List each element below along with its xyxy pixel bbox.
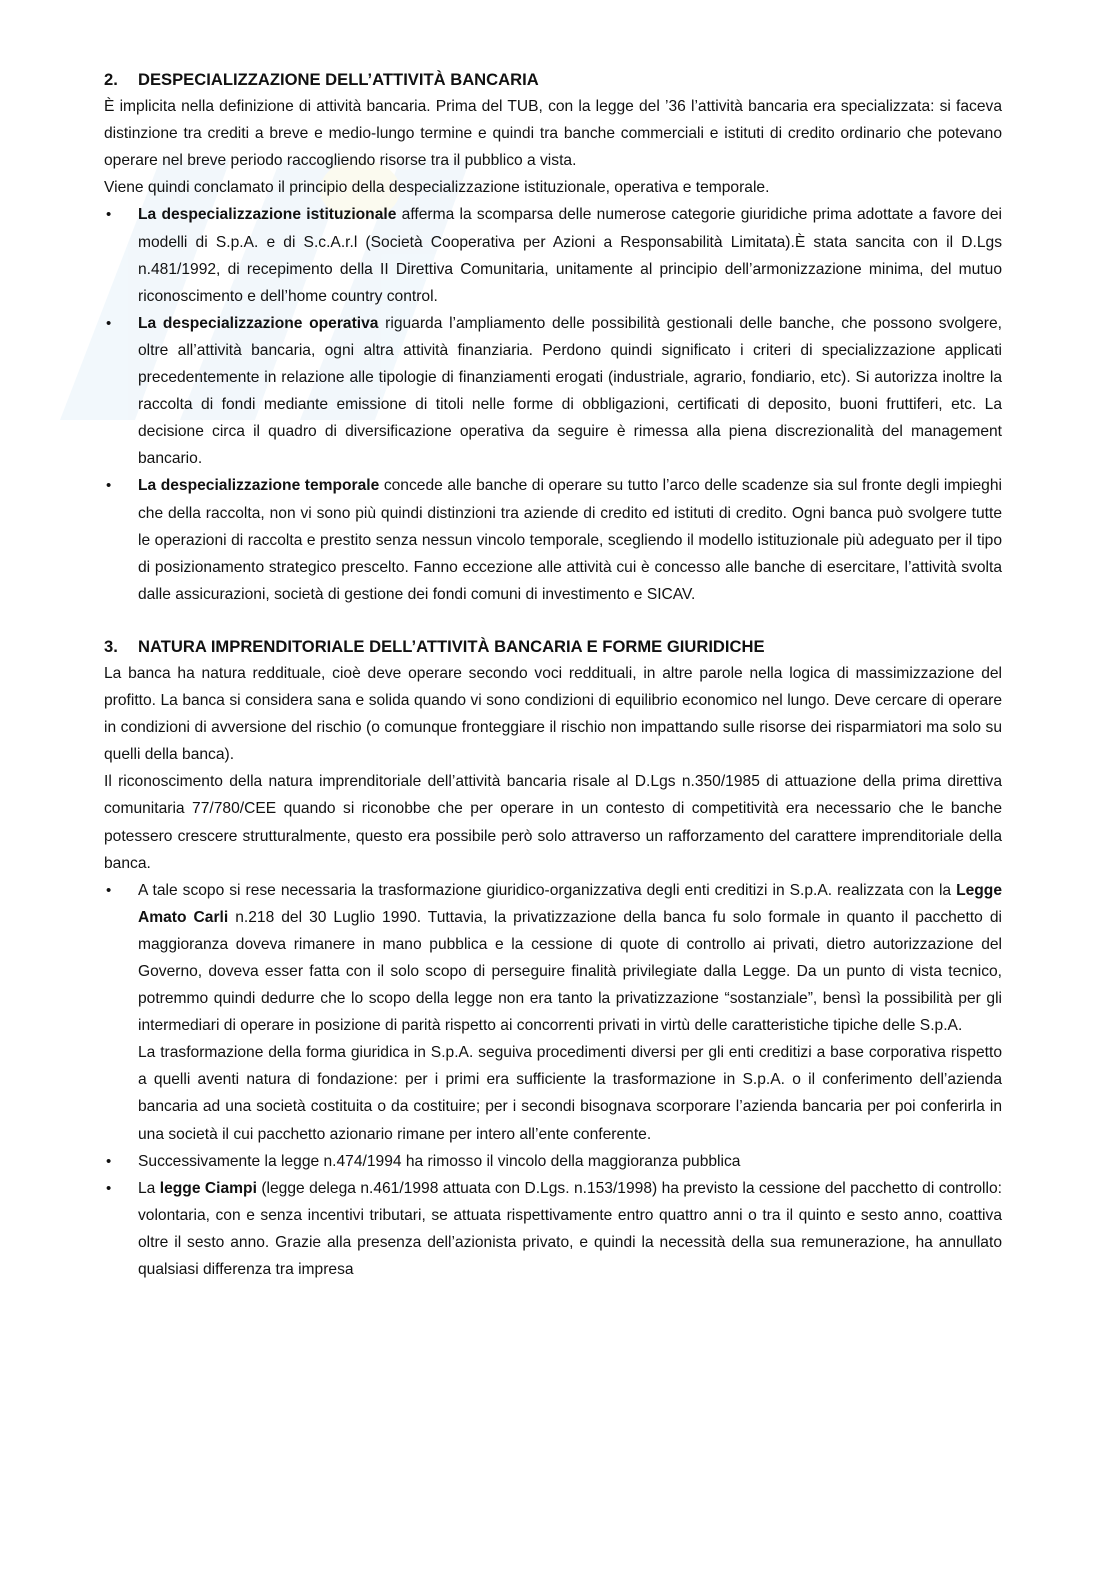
list-item	[104, 472, 1002, 607]
list-item	[104, 1175, 1002, 1283]
bullet-bold-term: Legge Amato Carli	[138, 881, 1002, 926]
bullet-bold-lead: La despecializzazione istituzionale	[138, 206, 397, 224]
section-2-heading	[104, 66, 1002, 93]
section-number: 2.	[104, 70, 118, 89]
bullet-paragraph: La trasformazione della forma giuridica in S.p.A. seguiva procedimenti diversi per gli enti creditizi a base corporativa rispetto a quelli aventi natura di fondazione: per i primi era sufficiente la trasformazione in S.p.A. o il conferimento dell’azienda bancaria ad una società costituita o da costituire; per i secondi bisognava scorporare l’azienda bancaria per poi conferirla in una società il cui pacchetto azionario rimane per intero all’ente conferente.	[138, 1044, 1002, 1143]
list-item	[104, 877, 1002, 1148]
bullet-bold-term: legge Ciampi	[159, 1179, 257, 1197]
section-2-bullet-list	[104, 201, 1002, 607]
bullet-text: (legge delega n.461/1998 attuata con D.Lgs. n.153/1998) ha previsto la cessione del pacchetto di controllo: volontaria, con e senza incentivi tributari, se attuata rispettivamente entro quattro anni o tra il quinto e sesto anno, coattiva oltre il sesto anno. Grazie alla presenza dell’azionista privato, e quindi la necessità della sua remunerazione, ha annullato qualsiasi differenza tra impresa	[138, 1179, 1002, 1279]
bullet-bold-lead: La despecializzazione operativa	[138, 314, 379, 332]
bullet-text: n.218 del 30 Luglio 1990. Tuttavia, la privatizzazione della banca fu solo formale in quanto il pacchetto di maggioranza doveva rimanere in mano pubblica e la cessione di quote di controllo ai privati, dietro autorizzazione del Governo, doveva esser fatta con il solo scopo di perseguire finalità privilegiate dalla Legge. Da un punto di vista tecnico, potremmo quindi dedurre che lo scopo della legge non era tanto la privatizzazione “sostanziale”, bensì la possibilità per gli intermediari di operare in posizione di parità rispetto ai concorrenti privati in virtù delle caratteristiche tipiche delle S.p.A.	[138, 908, 1002, 1035]
document-page	[104, 66, 1002, 1283]
section-2-intro-2: Viene quindi conclamato il principio della despecializzazione istituzionale, operativa e temporale.	[104, 179, 770, 197]
bullet-icon: •	[106, 477, 112, 495]
section-title: DESPECIALIZZAZIONE DELL’ATTIVITÀ BANCARIA	[138, 70, 539, 89]
section-3-heading	[104, 633, 1002, 660]
section-number: 3.	[104, 636, 118, 656]
list-item	[104, 310, 1002, 473]
bullet-text: Successivamente la legge n.474/1994 ha rimosso il vincolo della maggioranza pubblica	[138, 1152, 741, 1170]
section-3-intro-2: Il riconoscimento della natura imprenditoriale dell’attività bancaria risale al D.Lgs n.350/1985 di attuazione della prima direttiva comunitaria 77/780/CEE quando si riconobbe che per operare in un contesto di competitività era necessario che le banche potessero crescere strutturalmente, questo era possibile però solo attraverso un rafforzamento del carattere imprenditoriale della banca.	[104, 773, 1002, 872]
bullet-icon: •	[106, 881, 112, 899]
bullet-text: afferma la scomparsa delle numerose categorie giuridiche prima adottate a favore dei modelli di S.p.A. e di S.c.A.r.l (Società Cooperativa per Azioni a Responsabilità Limitata).È stata sancita con il D.Lgs n.481/1992, di recepimento della II Direttiva Comunitaria, unitamente al principio dell’armonizzazione minima, del mutuo riconoscimento e dell’home country control.	[138, 206, 1002, 305]
section-title: NATURA IMPRENDITORIALE DELL’ATTIVITÀ BANCARIA E FORME GIURIDICHE	[138, 636, 765, 656]
list-item	[104, 201, 1002, 309]
bullet-text: riguarda l’ampliamento delle possibilità gestionali delle banche, che possono svolgere, oltre all’attività bancaria, ogni altra attività finanziaria. Perdono quindi significato i criteri di specializzazione applicati precedentemente in relazione alle tipologie di finanziamenti erogati (industriale, agrario, fondiario, etc). Si autorizza inoltre la raccolta di fondi mediante emissione di titoli nelle forme di obbligazioni, certificati di deposito, buoni fruttiferi, etc. La decisione circa il quadro di diversificazione operativa da seguire è rimessa alla piena discrezionalità del management bancario.	[138, 314, 1002, 468]
section-3-bullet-list	[104, 877, 1002, 1283]
bullet-icon: •	[106, 1179, 112, 1197]
bullet-icon: •	[106, 314, 112, 332]
bullet-text: A tale scopo si rese necessaria la trasformazione giuridico-organizzativa degli enti creditizi in S.p.A. realizzata con la	[138, 881, 957, 899]
bullet-icon: •	[106, 206, 112, 224]
bullet-bold-lead: La despecializzazione temporale	[138, 477, 380, 495]
list-item	[104, 1148, 1002, 1175]
bullet-icon: •	[106, 1152, 112, 1170]
section-2-intro: È implicita nella definizione di attività bancaria. Prima del TUB, con la legge del ’36 l’attività bancaria era specializzata: si faceva distinzione tra crediti a breve e medio-lungo termine e quindi tra banche commerciali e istituti di credito ordinario che potevano operare nel breve periodo raccogliendo risorse tra il pubblico a vista.	[104, 98, 1002, 170]
bullet-text: La	[138, 1179, 160, 1197]
bullet-text: concede alle banche di operare su tutto l’arco delle scadenze sia sul fronte degli impieghi che della raccolta, non vi sono più quindi distinzioni tra aziende di credito ed istituti di credito. Ogni banca può svolgere tutte le operazioni di raccolta e prestito senza nessun vincolo temporale, scegliendo il modello istituzionale più adeguato per il tipo di posizionamento strategico prescelto. Fanno eccezione alle attività cui è concesso alle banche di esercitare, l’attività svolta dalle assicurazioni, società di gestione dei fondi comuni di investimento e SICAV.	[138, 477, 1002, 603]
section-3-intro: La banca ha natura reddituale, cioè deve operare secondo voci reddituali, in altre parole nella logica di massimizzazione del profitto. La banca si considera sana e solida quando vi sono condizioni di equilibrio economico nel lungo. Deve cercare di operare in condizioni di avversione del rischio (o comunque fronteggiare il rischio non impattando sulle risorse dei risparmiatori ma solo su quelli della banca).	[104, 664, 1002, 764]
